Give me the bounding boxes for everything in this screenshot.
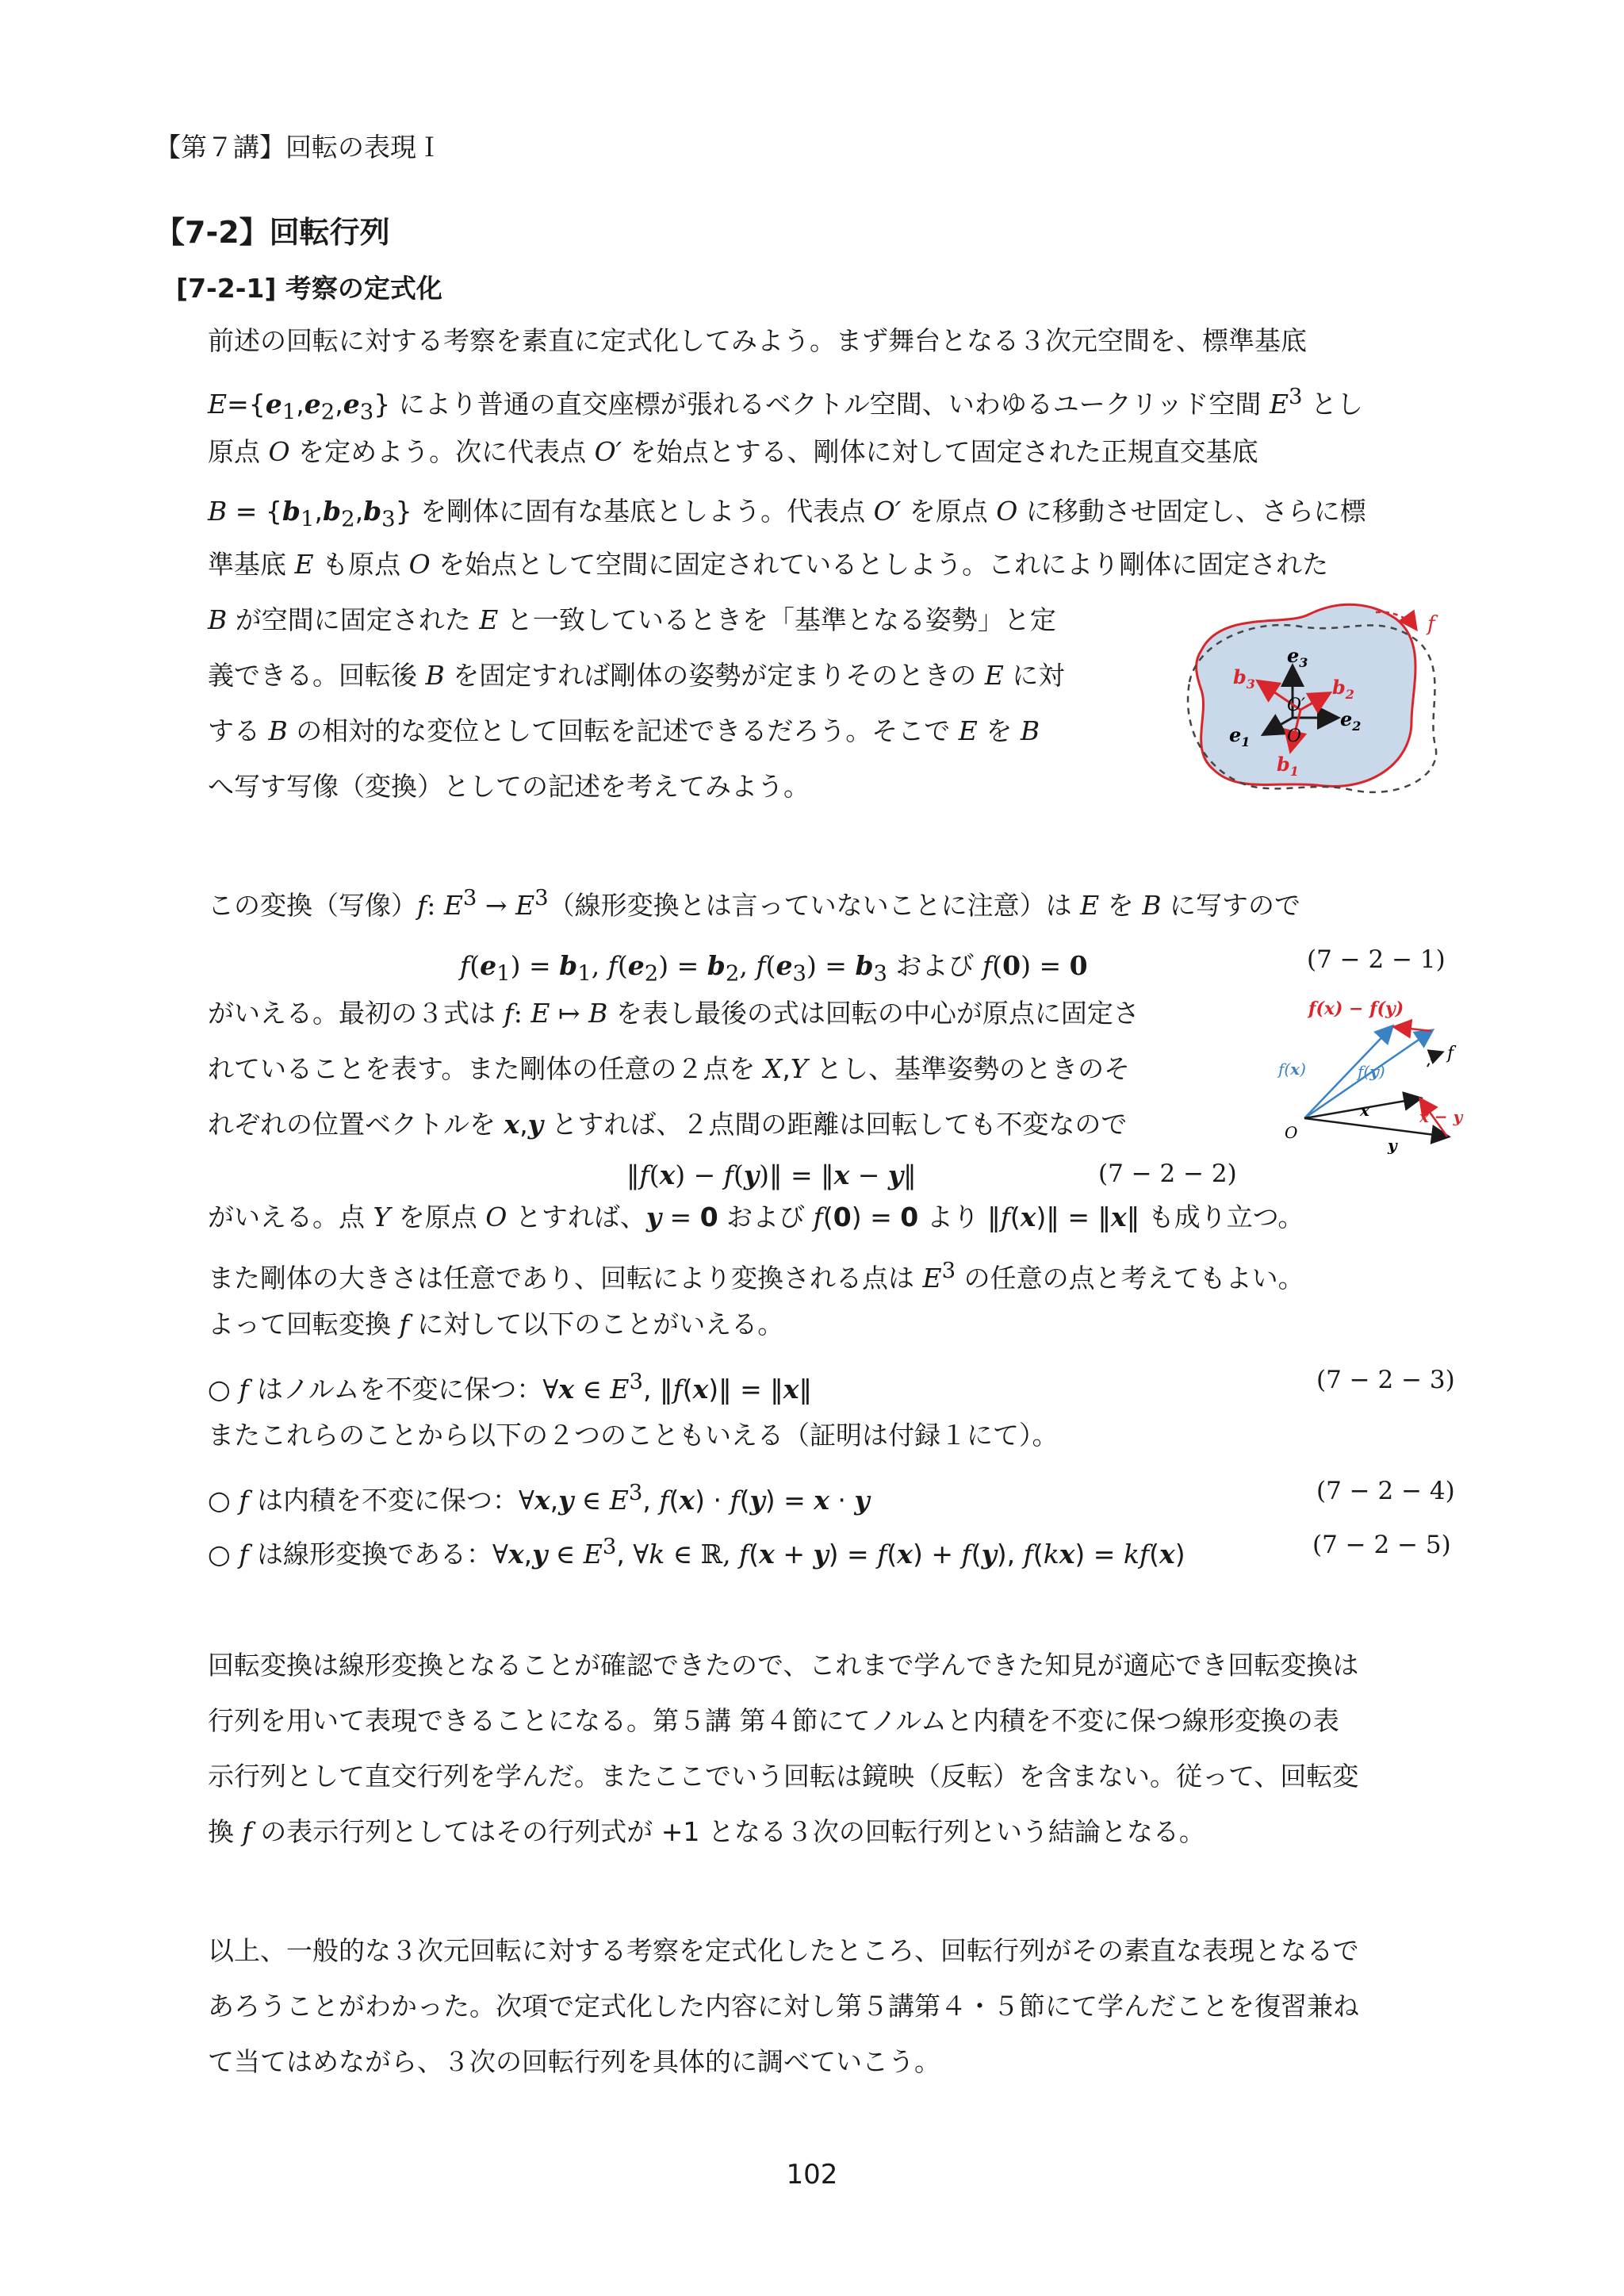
p3-line1: 回転変換は線形変換となることが確認できたので、これまで学んできた知見が適応でき回転変換は: [208, 1650, 1359, 1681]
svg-text:e1: $e_1$: [1229, 723, 1251, 749]
p2-line3: がいえる。最初の３式は f: E ↦ B を表し最後の式は回転の中心が原点に固定さ: [208, 998, 1139, 1029]
rigid-body-figure: [1174, 595, 1451, 801]
bullet-linear: ○ f は線形変換である：∀x,y ∈ $E^3$, ∀k ∈ ℝ, f(x + y) = f(x) + f(y), f(kx) = kf(x): [208, 1534, 1185, 1570]
svg-text:f(x) − f(y): f(x) − f(y): [1308, 999, 1404, 1019]
svg-text:b1: $b_1$: [1277, 753, 1299, 779]
eq-number-5: (7 − 2 − 5): [1312, 1531, 1451, 1559]
p1-line1: 前述の回転に対する考察を素直に定式化してみよう。まず舞台となる３次元空間を、標準基底: [208, 325, 1307, 356]
section-title: 【7-2】回転行列: [155, 215, 390, 250]
lecture-header: 【第７講】回転の表現Ｉ: [155, 132, 442, 163]
equation-7-2-1: $f(e_1) = b_1$, $f(e_2) = b_2$, $f(e_3) = b_3$ および f(0) = 0: [460, 950, 1088, 987]
p3-line4: 換 f の表示行列としてはその行列式が +1 となる３次の回転行列という結論となる。: [208, 1816, 1205, 1847]
svg-text:b2: $b_2$: [1332, 676, 1354, 702]
equation-7-2-2: ‖f(x) − f(y)‖ = ‖x − y‖: [626, 1159, 917, 1190]
eq-number-3: (7 − 2 − 3): [1316, 1366, 1455, 1394]
svg-text:O: O: [1287, 726, 1302, 746]
eq-number-4: (7 − 2 − 4): [1316, 1477, 1455, 1505]
p2-line7: がいえる。点 Y を原点 O とすれば、y = 0 および f(0) = 0 より ‖f(x)‖ = ‖x‖ も成り立つ。: [208, 1202, 1304, 1232]
p1-line9: へ写す写像（変換）としての記述を考えてみよう。: [208, 771, 810, 802]
svg-text:f: f: [1447, 1044, 1454, 1064]
p4-line3: て当てはめながら、３次の回転行列を具体的に調べていこう。: [208, 2046, 940, 2077]
p1-line2: $E=\{e_1,e_2,e_3\}$ により普通の直交座標が張れるベクトル空間、いわゆるユークリッド空間 $E^3$ とし: [208, 384, 1364, 425]
f-label: f: [1427, 612, 1435, 636]
p1-line7: 義できる。回転後 B を固定すれば剛体の姿勢が定まりそのときの E に対: [208, 660, 1065, 691]
svg-text:O: O: [1285, 1123, 1298, 1142]
subsection-title: [7-2-1] 考察の定式化: [176, 273, 442, 304]
svg-text:e3: $e_3$: [1287, 644, 1308, 670]
p1-line3: 原点 O を定めよう。次に代表点 O′ を始点とする、剛体に対して固定された正規直交基底: [208, 436, 1258, 467]
p1-line6: B が空間に固定された E と一致しているときを「基準となる姿勢」と定: [208, 604, 1056, 635]
svg-text:e2: $e_2$: [1340, 707, 1362, 734]
p4-line2: あろうことがわかった。次項で定式化した内容に対し第５講第４・５節にて学んだことを復習兼ね: [208, 1991, 1359, 2022]
p3-line3: 示行列として直交行列を学んだ。またここでいう回転は鏡映（反転）を含まない。従って、回転変: [208, 1761, 1359, 1792]
svg-text:O′: O′: [1287, 696, 1306, 715]
p4-line1: 以上、一般的な３次元回転に対する考察を定式化したところ、回転行列がその素直な表現となるで: [208, 1935, 1359, 1966]
p1-line4: $B = \{b_1,b_2,b_3\}$ を剛体に固有な基底としよう。代表点 O′ を原点 O に移動させ固定し、さらに標: [208, 496, 1366, 532]
p1-line5: 準基底 E も原点 O を始点として空間に固定されているとしよう。これにより剛体に固定された: [208, 549, 1329, 580]
p3-line2: 行列を用いて表現できることになる。第５講 第４節にてノルムと内積を不変に保つ線形変換の表: [208, 1705, 1339, 1736]
rotated-body-shape: [1197, 604, 1415, 786]
bullet-norm: ○ f はノルムを不変に保つ：∀x ∈ $E^3$, ‖f(x)‖ = ‖x‖: [208, 1369, 812, 1405]
eq-number-2: (7 − 2 − 2): [1098, 1159, 1237, 1188]
svg-text:y: y: [1388, 1136, 1397, 1154]
p2-line8: また剛体の大きさは任意であり、回転により変換される点は $E^3$ の任意の点と考えてもよい。: [208, 1258, 1304, 1294]
distance-figure: [1269, 995, 1475, 1154]
svg-text:x: x: [1360, 1101, 1369, 1120]
svg-text:f(y): f(y): [1358, 1062, 1385, 1081]
p2-line9: よって回転変換 f に対して以下のことがいえる。: [208, 1309, 784, 1340]
svg-text:b3: $b_3$: [1233, 665, 1255, 692]
p2-line11: またこれらのことから以下の２つのこともいえる（証明は付録１にて）。: [208, 1420, 1059, 1451]
bullet-inner-product: ○ f は内積を不変に保つ：∀x,y ∈ $E^3$, f(x) · f(y) = x · y: [208, 1480, 870, 1516]
p1-line8: する B の相対的な変位として回転を記述できるだろう。そこで E を B: [208, 715, 1040, 746]
svg-text:f(x): f(x): [1278, 1060, 1306, 1079]
svg-text:x − y: x − y: [1419, 1107, 1463, 1126]
eq-number-1: (7 − 2 − 1): [1307, 945, 1446, 974]
page-number: 102: [786, 2159, 838, 2191]
p2-line4: れていることを表す。また剛体の任意の２点を X,Y とし、基準姿勢のときのそ: [208, 1053, 1131, 1084]
p2-line5: れぞれの位置ベクトルを x,y とすれば、２点間の距離は回転しても不変なので: [208, 1109, 1128, 1140]
p2-line1: この変換（写像）f: $E^3 \to E^3$（線形変換とは言っていないことに注意）は E を B に写すので: [208, 885, 1301, 921]
